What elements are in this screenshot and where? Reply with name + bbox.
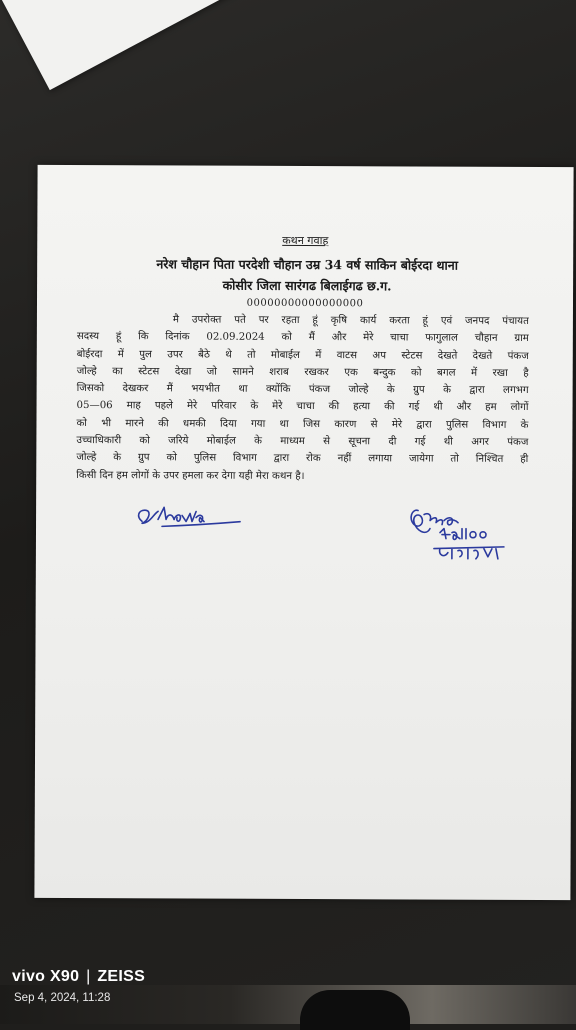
statement-document (34, 165, 573, 900)
camera-model: vivo X90 (12, 968, 80, 985)
body-line: उच्चाधिकारी को जरिये मोबाईल के माध्यम से सूचना दी गई थी अगर पंकज (76, 435, 529, 449)
photo-timestamp: Sep 4, 2024, 11:28 (14, 992, 111, 1004)
body-line: जोल्हे के ग्रुप को पुलिस विभाग द्वारा रोक नहीं लगाया जायेगा तो निश्चित ही (76, 452, 529, 466)
body-line: मै उपरोक्त पते पर रहता हूं कृषि कार्य करता हूं एवं जनपद पंचायत (172, 314, 529, 327)
body-line: सदस्य हूं कि दिनांक 02.09.2024 को मैं और मेरे चाचा फागुलाल चौहान ग्राम (76, 331, 529, 345)
witness-details (97, 253, 517, 297)
officer-signature (404, 498, 524, 569)
floor-background (0, 985, 576, 1024)
lens-brand: ZEISS (97, 968, 146, 985)
separator-line: 00000000000000000 (246, 297, 364, 310)
body-line: जिसको देखकर मैं भयभीत था क्योंकि पंकज जोल्हे के ग्रुप के द्वारा लगभग (76, 383, 529, 397)
floor-object (300, 990, 410, 1030)
body-line: किसी दिन हम लोगों के उपर हमला कर देगा यही मेरा कथन है। (76, 469, 305, 482)
body-line: बोईरदा में पुल उपर बैठे थे तो मोबाईल में वाटस अप स्टेटस देखते देखते पंकज (76, 348, 529, 362)
statement-body (76, 311, 529, 486)
camera-watermark-brand (12, 968, 145, 986)
body-line: को भी मारने की धमकी दिया गया था जिस कारण से मेरे द्वारा पुलिस विभाग के (76, 417, 529, 431)
watermark-separator: | (86, 968, 91, 985)
heading-line-2: कोसीर जिला सारंगढ बिलाईगढ छ.ग. (222, 277, 392, 294)
body-line: जोल्हे का स्टेटस देखा जो सामने शराब रखकर एक बन्दुक को बगल में रखा है (76, 365, 529, 379)
document-title: कथन गवाह (282, 233, 329, 248)
witness-signature (132, 499, 247, 534)
body-line: 05—06 माह पहले मेरे परिवार के मेरे चाचा की हत्या की गई थी और हम लोगों (76, 400, 529, 414)
heading-line-1: नरेश चौहान पिता परदेशी चौहान उम्र 34 वर्ष साकिन बोईरदा थाना (156, 256, 458, 273)
